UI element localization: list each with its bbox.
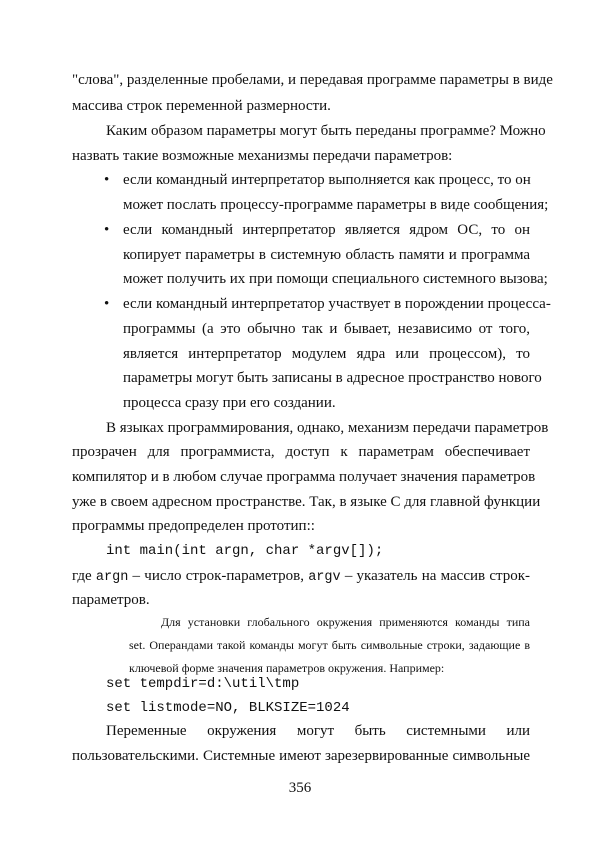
bullet-line: параметры могут быть записаны в адресное пространство нового bbox=[123, 370, 542, 386]
bullet-line: может послать процессу-программе параметры в виде сообщения; bbox=[123, 197, 549, 213]
bullet-marker: • bbox=[104, 222, 110, 238]
closing-line: Переменные окружения могут быть системными или bbox=[106, 723, 530, 739]
closing-line: пользовательскими. Системные имеют зарезервированные символьные bbox=[72, 748, 530, 764]
intro-line: массива строк переменной размерности. bbox=[72, 98, 331, 114]
note-line: set. Операндами такой команды могут быть символьные строки, задающие в bbox=[129, 638, 530, 652]
page-number: 356 bbox=[288, 780, 312, 796]
bullet-line: если командный интерпретатор выполняется как процесс, то он bbox=[123, 172, 531, 188]
question-line: назвать такие возможные механизмы передачи параметров: bbox=[72, 148, 453, 164]
explain-line: параметров. bbox=[72, 592, 150, 608]
code-set-tempdir: set tempdir=d:\util\tmp bbox=[106, 676, 300, 692]
code-argn: argn bbox=[95, 570, 129, 585]
code-set-listmode: set listmode=NO, BLKSIZE=1024 bbox=[106, 700, 350, 716]
code-main-prototype: int main(int argn, char *argv[]); bbox=[106, 543, 384, 559]
bullet-line: копирует параметры в системную область памяти и программа bbox=[123, 247, 530, 263]
explain-suffix: – указатель на массив строк- bbox=[340, 568, 530, 584]
bullet-line: может получить их при помощи специального системного вызова; bbox=[123, 271, 548, 287]
note-line: ключевой форме значения параметров окружения. Например: bbox=[129, 661, 445, 675]
bullet-marker: • bbox=[104, 172, 110, 188]
paragraph-line: В языках программирования, однако, механизм передачи параметров bbox=[106, 420, 549, 436]
paragraph-line: прозрачен для программиста, доступ к параметрам обеспечивает bbox=[72, 444, 530, 460]
bullet-marker: • bbox=[104, 296, 110, 312]
question-line: Каким образом параметры могут быть переданы программе? Можно bbox=[106, 123, 546, 139]
paragraph-line: компилятор и в любом случае программа получает значения параметров bbox=[72, 469, 536, 485]
bullet-line: является интерпретатор модулем ядра или процессом), то bbox=[123, 346, 530, 362]
bullet-line: если командный интерпретатор участвует в порождении процесса- bbox=[123, 296, 551, 312]
paragraph-line: программы предопределен прототип:: bbox=[72, 518, 315, 534]
explain-line bbox=[72, 566, 530, 588]
bullet-line: программы (а это обычно так и бывает, независимо от того, bbox=[123, 321, 530, 337]
intro-line: "слова", разделенные пробелами, и передавая программе параметры в виде bbox=[72, 72, 553, 88]
explain-mid: – число строк-параметров, bbox=[128, 568, 309, 584]
explain-prefix: где bbox=[72, 568, 96, 584]
bullet-line: процесса сразу при его создании. bbox=[123, 395, 336, 411]
bullet-line: если командный интерпретатор является ядром ОС, то он bbox=[123, 222, 530, 238]
paragraph-line: уже в своем адресном пространстве. Так, в языке С для главной функции bbox=[72, 494, 541, 510]
code-argv: argv bbox=[308, 570, 341, 585]
note-line: Для установки глобального окружения применяются команды типа bbox=[161, 615, 530, 629]
